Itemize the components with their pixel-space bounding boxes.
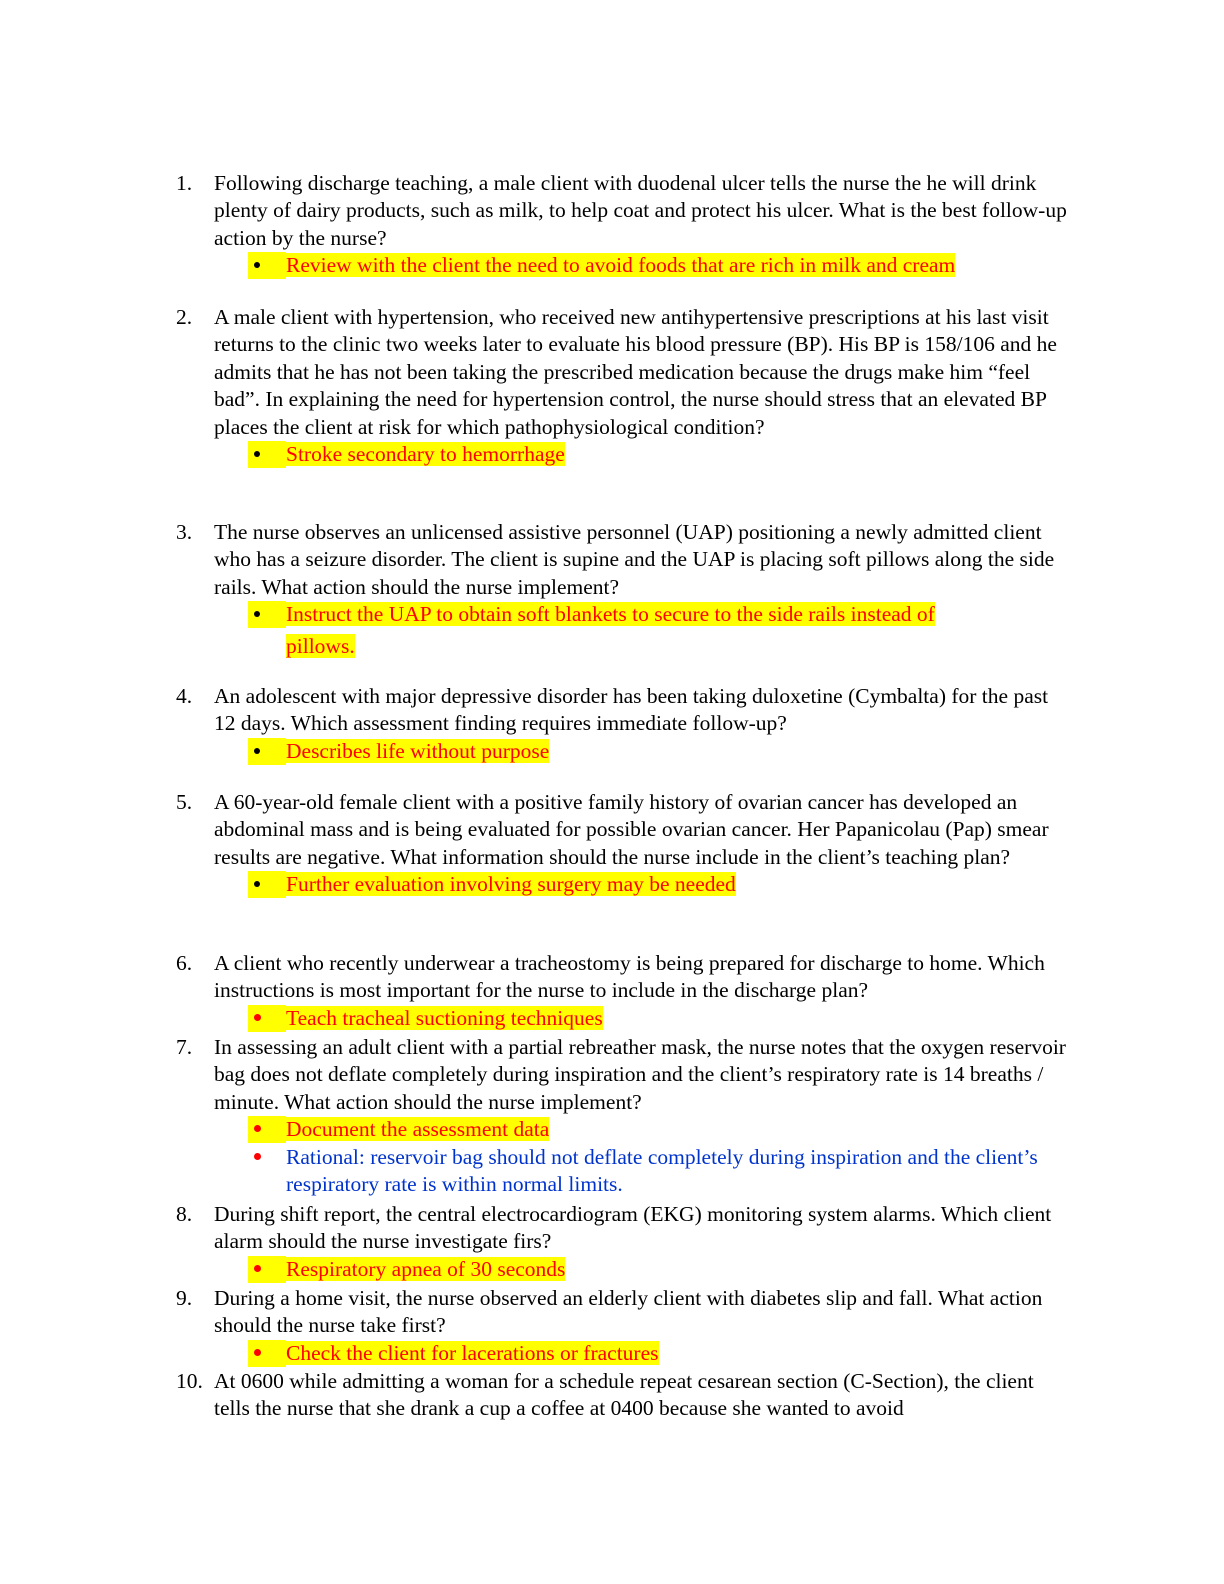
rationale-text: Rational: reservoir bag should not deflate completely during inspiration and the client’s respiratory rate is within normal limits. [286, 1144, 1038, 1197]
question-4 [176, 683, 1076, 765]
answer-text: Review with the client the need to avoid foods that are rich in milk and cream [286, 253, 956, 278]
answer-list [176, 738, 1076, 765]
answer-text: Check the client for lacerations or fractures [286, 1340, 659, 1365]
question-text: In assessing an adult client with a partial rebreather mask, the nurse notes that the oxygen reservoir bag does not deflate completely during inspiration and the client’s respiratory rate is 14 breaths / minute. What action should the nurse implement? [214, 1035, 1066, 1114]
question-number: 9. [176, 1286, 193, 1310]
answer-item [250, 1005, 1076, 1032]
answer-item [250, 871, 1076, 898]
answer-item [250, 1256, 1076, 1283]
question-number: 6. [176, 951, 193, 975]
question-number: 5. [176, 790, 193, 814]
answer-list [176, 1005, 1076, 1032]
question-number: 7. [176, 1035, 193, 1059]
question-text: The nurse observes an unlicensed assistive personnel (UAP) positioning a newly admitted client who has a seizure disorder. The client is supine and the UAP is placing soft pillows along the side rails. What action should the nurse implement? [214, 520, 1055, 599]
answer-item [250, 738, 1076, 765]
answer-text: Document the assessment data [286, 1117, 550, 1142]
bullet-icon [250, 1116, 286, 1143]
answer-text: Instruct the UAP to obtain soft blankets to secure to the side rails instead of [286, 602, 935, 627]
question-number: 4. [176, 684, 193, 708]
question-8 [176, 1201, 1076, 1283]
answer-item-continued [250, 633, 1076, 660]
answer-list [176, 1116, 1076, 1198]
question-text: An adolescent with major depressive disorder has been taking duloxetine (Cymbalta) for the past 12 days. Which assessment finding requires immediate follow-up? [214, 684, 1049, 736]
question-3 [176, 519, 1076, 660]
answer-text: pillows. [286, 633, 355, 658]
answer-text: Teach tracheal suctioning techniques [286, 1005, 603, 1030]
answer-list [176, 601, 1076, 660]
question-10 [176, 1368, 1076, 1423]
question-7 [176, 1034, 1076, 1198]
answer-list [176, 252, 1076, 279]
bullet-icon [250, 601, 286, 628]
answer-text: Respiratory apnea of 30 seconds [286, 1256, 566, 1281]
bullet-icon [250, 1005, 286, 1032]
answer-text: Further evaluation involving surgery may be needed [286, 872, 736, 897]
answer-item [250, 601, 1076, 628]
answer-list [176, 441, 1076, 468]
answer-item [250, 1116, 1076, 1143]
answer-text: Stroke secondary to hemorrhage [286, 442, 565, 467]
answer-item [250, 252, 1076, 279]
question-text: A client who recently underwear a tracheostomy is being prepared for discharge to home. Which instructions is most important for the nurse to include in the discharge plan? [214, 951, 1045, 1003]
bullet-icon [250, 1256, 286, 1283]
bullet-icon [250, 252, 286, 279]
question-number: 2. [176, 305, 193, 329]
bullet-icon [250, 441, 286, 468]
bullet-icon [250, 871, 286, 898]
question-number: 10. [176, 1369, 203, 1393]
answer-list [176, 871, 1076, 898]
question-text: A male client with hypertension, who received new antihypertensive prescriptions at his last visit returns to the clinic two weeks later to evaluate his blood pressure (BP). His BP is 158/106 and he admits that he has not been taking the prescribed medication because the drugs make him “feel bad”. In explaining the need for hypertension control, the nurse should stress that an elevated BP places the client at risk for which pathophysiological condition? [214, 305, 1057, 439]
question-number: 3. [176, 520, 193, 544]
question-text: During shift report, the central electrocardiogram (EKG) monitoring system alarms. Which client alarm should the nurse investigate firs? [214, 1202, 1052, 1254]
answer-list [176, 1256, 1076, 1283]
question-1 [176, 170, 1076, 280]
question-text: Following discharge teaching, a male client with duodenal ulcer tells the nurse the he will drink plenty of dairy products, such as milk, to help coat and protect his ulcer. What is the best follow-up action by the nurse? [214, 171, 1067, 250]
question-9 [176, 1285, 1076, 1367]
question-text: A 60-year-old female client with a positive family history of ovarian cancer has developed an abdominal mass and is being evaluated for possible ovarian cancer. Her Papanicolau (Pap) smear results are negative. What information should the nurse include in the client’s teaching plan? [214, 790, 1049, 869]
question-number: 8. [176, 1202, 193, 1226]
bullet-icon [250, 1144, 286, 1171]
rationale-item [250, 1144, 1076, 1199]
question-text: At 0600 while admitting a woman for a schedule repeat cesarean section (C-Section), the client tells the nurse that she drank a cup a coffee at 0400 because she wanted to avoid [214, 1369, 1034, 1421]
answer-item [250, 441, 1076, 468]
question-5 [176, 789, 1076, 899]
question-text: During a home visit, the nurse observed an elderly client with diabetes slip and fall. What action should the nurse take first? [214, 1286, 1043, 1338]
question-number: 1. [176, 171, 193, 195]
question-6 [176, 950, 1076, 1032]
bullet-icon [250, 1340, 286, 1367]
answer-list [176, 1340, 1076, 1367]
bullet-icon [250, 738, 286, 765]
question-2 [176, 304, 1076, 468]
answer-item [250, 1340, 1076, 1367]
answer-text: Describes life without purpose [286, 738, 550, 763]
